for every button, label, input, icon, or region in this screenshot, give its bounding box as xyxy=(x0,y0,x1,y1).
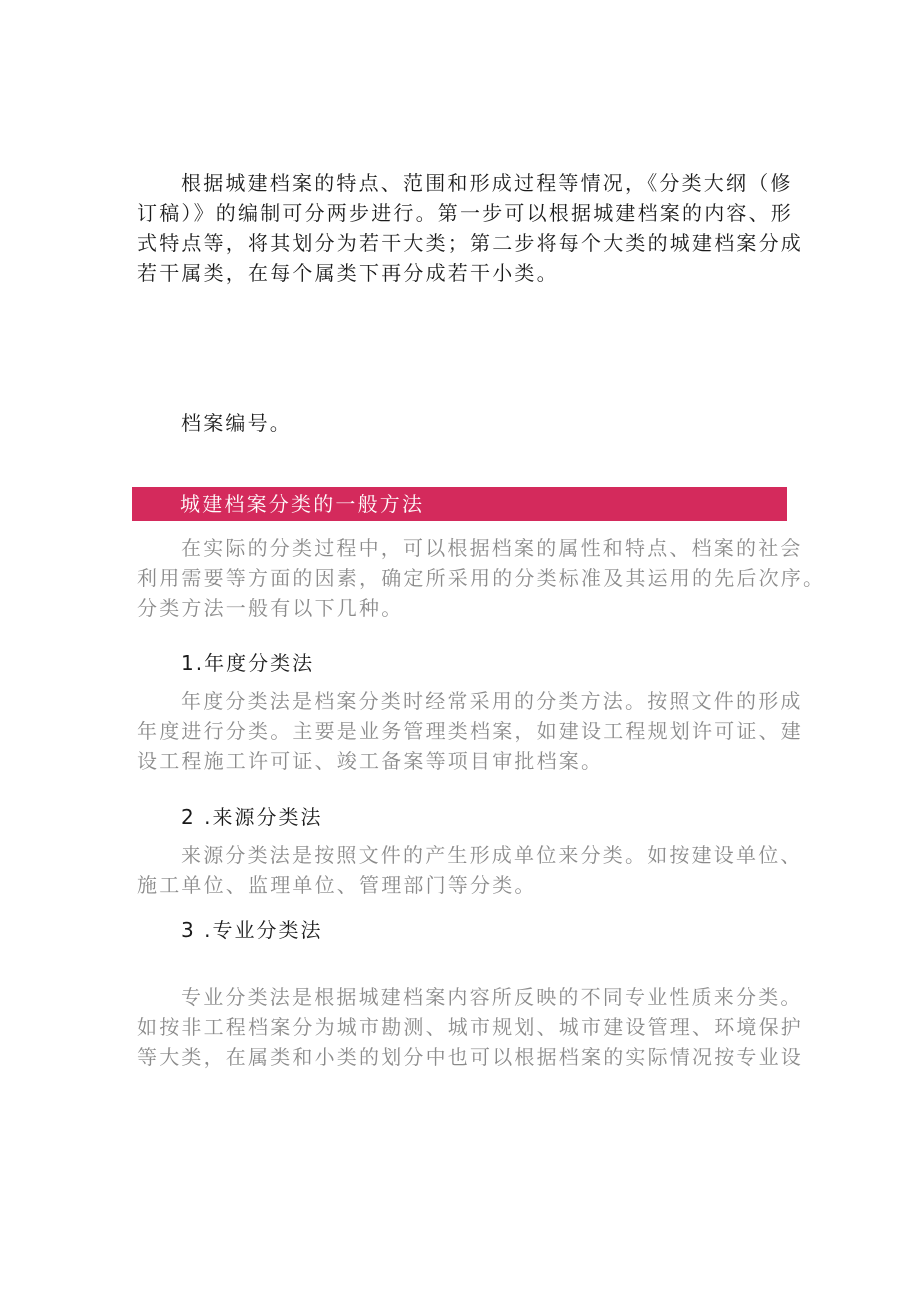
section-intro-paragraph xyxy=(137,533,826,623)
section-intro-line: 在实际的分类过程中，可以根据档案的属性和特点、档案的社会 xyxy=(181,536,803,560)
method-line: 等大类，在属类和小类的划分中也可以根据档案的实际情况按专业设 xyxy=(137,1045,803,1069)
intro-line: 根据城建档案的特点、范围和形成过程等情况，《分类大纲（修 xyxy=(181,171,793,195)
intro-line: 式特点等，将其划分为若干大类；第二步将每个大类的城建档案分成 xyxy=(137,231,803,255)
method-line: 专业分类法是根据城建档案内容所反映的不同专业性质来分类。 xyxy=(181,985,803,1009)
archive-number xyxy=(137,408,787,438)
section-title: 城建档案分类的一般方法 xyxy=(180,492,425,516)
method-line: 年度分类法是档案分类时经常采用的分类方法。按照文件的形成 xyxy=(181,689,803,713)
method-heading-source: 2 .来源分类法 xyxy=(181,805,323,829)
method-line: 设工程施工许可证、竣工备案等项目审批档案。 xyxy=(137,749,604,773)
method-paragraph-professional xyxy=(137,982,803,1072)
method-heading-professional: 3 .专业分类法 xyxy=(181,918,323,942)
method-line: 如按非工程档案分为城市勘测、城市规划、城市建设管理、环境保护 xyxy=(137,1015,803,1039)
method-line: 施工单位、监理单位、管理部门等分类。 xyxy=(137,873,537,897)
section-intro-line: 利用需要等方面的因素，确定所采用的分类标准及其运用的先后次序。 xyxy=(137,566,826,590)
method-line: 来源分类法是按照文件的产生形成单位来分类。如按建设单位、 xyxy=(181,843,803,867)
method-paragraph-annual xyxy=(137,686,803,776)
intro-paragraph xyxy=(137,168,803,288)
intro-line: 若干属类，在每个属类下再分成若干小类。 xyxy=(137,261,559,285)
method-heading-annual: 1.年度分类法 xyxy=(181,651,315,675)
section-intro-line: 分类方法一般有以下几种。 xyxy=(137,596,404,620)
archive-number-text: 档案编号。 xyxy=(181,411,292,435)
section-title-band xyxy=(132,487,787,521)
method-paragraph-source xyxy=(137,840,803,900)
intro-line: 订稿）》的编制可分两步进行。第一步可以根据城建档案的内容、形 xyxy=(137,201,793,225)
method-line: 年度进行分类。主要是业务管理类档案，如建设工程规划许可证、建 xyxy=(137,719,803,743)
